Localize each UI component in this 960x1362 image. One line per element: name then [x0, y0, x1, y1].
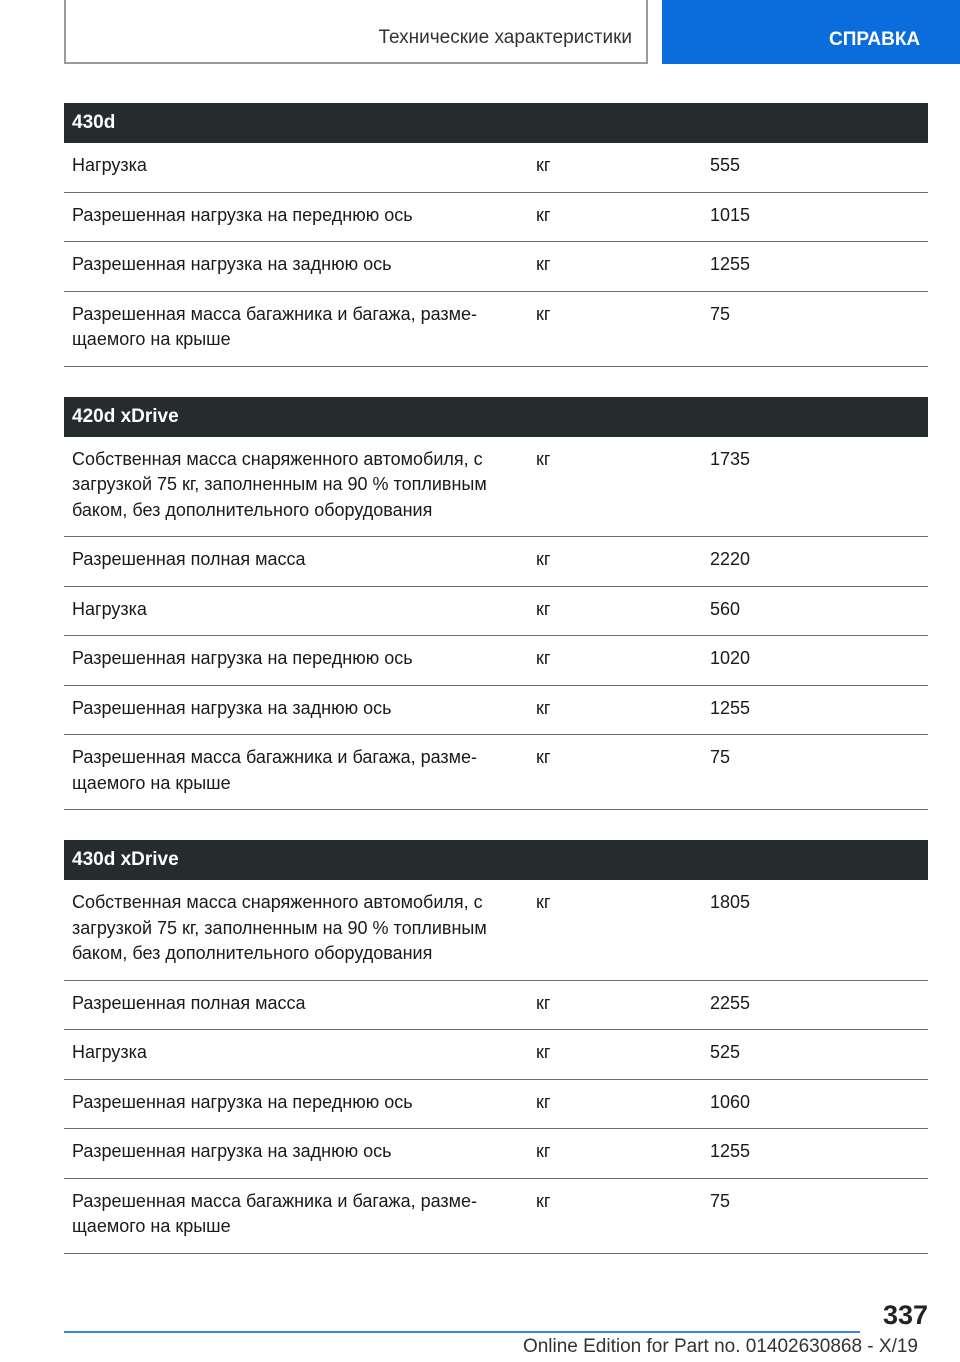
row-label-line: баком, без дополнительного оборудования	[72, 943, 433, 963]
row-unit: кг	[536, 448, 551, 469]
table-title: 430d	[64, 103, 928, 143]
page-number: 337	[882, 1300, 928, 1330]
row-value: 555	[710, 155, 741, 175]
row-label-line: Собственная масса снаряженного автомобиля, с	[72, 448, 483, 469]
row-unit: кг	[536, 1190, 551, 1211]
table-row	[64, 242, 928, 292]
table-row	[64, 1179, 928, 1254]
row-unit: кг	[536, 992, 551, 1013]
spec-table-430d-xdrive	[64, 840, 928, 1254]
row-label-line: Разрешенная масса багажника и багажа, разме-	[72, 303, 478, 324]
row-label	[64, 447, 536, 524]
row-label-line: щаемого на крыше	[72, 772, 231, 793]
row-label: Разрешенная нагрузка на заднюю ось	[72, 1141, 392, 1161]
row-value: 75	[710, 303, 731, 324]
row-label-line: баком, без дополнительного оборудования	[72, 499, 433, 520]
row-unit: кг	[536, 1141, 551, 1161]
row-unit: кг	[536, 697, 551, 718]
row-unit: кг	[536, 303, 551, 324]
row-value: 1255	[710, 254, 751, 274]
table-row	[64, 193, 928, 243]
row-label: Разрешенная нагрузка на заднюю ось	[72, 697, 392, 718]
table-row	[64, 537, 928, 587]
row-unit: кг	[536, 155, 551, 175]
row-value: 75	[710, 1190, 731, 1211]
table-row	[64, 636, 928, 686]
spec-table-430d	[64, 103, 928, 367]
spec-table-420d-xdrive	[64, 397, 928, 811]
table-row	[64, 880, 928, 981]
row-label: Нагрузка	[72, 1042, 147, 1062]
row-unit: кг	[536, 1091, 551, 1112]
row-unit: кг	[536, 204, 551, 225]
row-label: Разрешенная нагрузка на переднюю ось	[72, 648, 413, 668]
row-value: 2220	[710, 549, 751, 569]
row-label-line: загрузкой 75 кг, заполненным на 90 % топливным	[72, 474, 487, 494]
row-value: 1060	[710, 1091, 751, 1112]
row-unit: кг	[536, 1042, 551, 1062]
row-value: 1255	[710, 697, 751, 718]
table-row	[64, 1129, 928, 1179]
row-value: 1805	[710, 892, 751, 912]
table-row	[64, 735, 928, 810]
row-label: Нагрузка	[72, 598, 147, 619]
table-title: 420d xDrive	[64, 397, 928, 437]
row-label-line: щаемого на крыше	[72, 329, 231, 349]
edition-note: Online Edition for Part no. 01402630868 - X/19	[522, 1336, 918, 1357]
row-value: 1020	[710, 648, 751, 668]
row-label	[64, 1189, 536, 1240]
header-section-box	[64, 0, 648, 64]
row-value: 2255	[710, 992, 751, 1013]
table-row	[64, 437, 928, 538]
row-value: 1255	[710, 1141, 751, 1161]
tab-reference[interactable]: СПРАВКА	[662, 0, 960, 64]
spec-tables	[64, 103, 928, 1284]
row-label	[64, 302, 536, 353]
row-label	[64, 890, 536, 967]
row-unit: кг	[536, 549, 551, 569]
row-value: 525	[710, 1042, 741, 1062]
table-row	[64, 587, 928, 637]
row-value: 1735	[710, 448, 751, 469]
row-label: Разрешенная нагрузка на переднюю ось	[72, 1091, 413, 1112]
row-label-line: Разрешенная масса багажника и багажа, разме-	[72, 1190, 478, 1211]
row-value: 1015	[710, 204, 751, 225]
row-unit: кг	[536, 747, 551, 767]
table-row	[64, 1080, 928, 1130]
row-unit: кг	[536, 598, 551, 619]
row-value: 75	[710, 747, 731, 767]
row-value: 560	[710, 598, 741, 619]
section-title: Технические характеристики	[378, 27, 632, 48]
row-label-line: щаемого на крыше	[72, 1216, 231, 1236]
row-unit: кг	[536, 648, 551, 668]
table-row	[64, 292, 928, 367]
table-row	[64, 981, 928, 1031]
row-label: Разрешенная полная масса	[72, 992, 306, 1013]
row-label-line: загрузкой 75 кг, заполненным на 90 % топливным	[72, 917, 487, 938]
row-label: Разрешенная полная масса	[72, 549, 306, 569]
table-row	[64, 686, 928, 736]
row-label-line: Разрешенная масса багажника и багажа, разме-	[72, 747, 478, 767]
row-unit: кг	[536, 254, 551, 274]
table-title: 430d xDrive	[64, 840, 928, 880]
footer-divider	[64, 1331, 860, 1333]
row-unit: кг	[536, 892, 551, 912]
row-label: Нагрузка	[72, 155, 147, 175]
table-row	[64, 1030, 928, 1080]
row-label: Разрешенная нагрузка на заднюю ось	[72, 254, 392, 274]
table-row	[64, 143, 928, 193]
row-label	[64, 745, 536, 796]
row-label-line: Собственная масса снаряженного автомобиля, с	[72, 892, 483, 912]
row-label: Разрешенная нагрузка на переднюю ось	[72, 204, 413, 225]
